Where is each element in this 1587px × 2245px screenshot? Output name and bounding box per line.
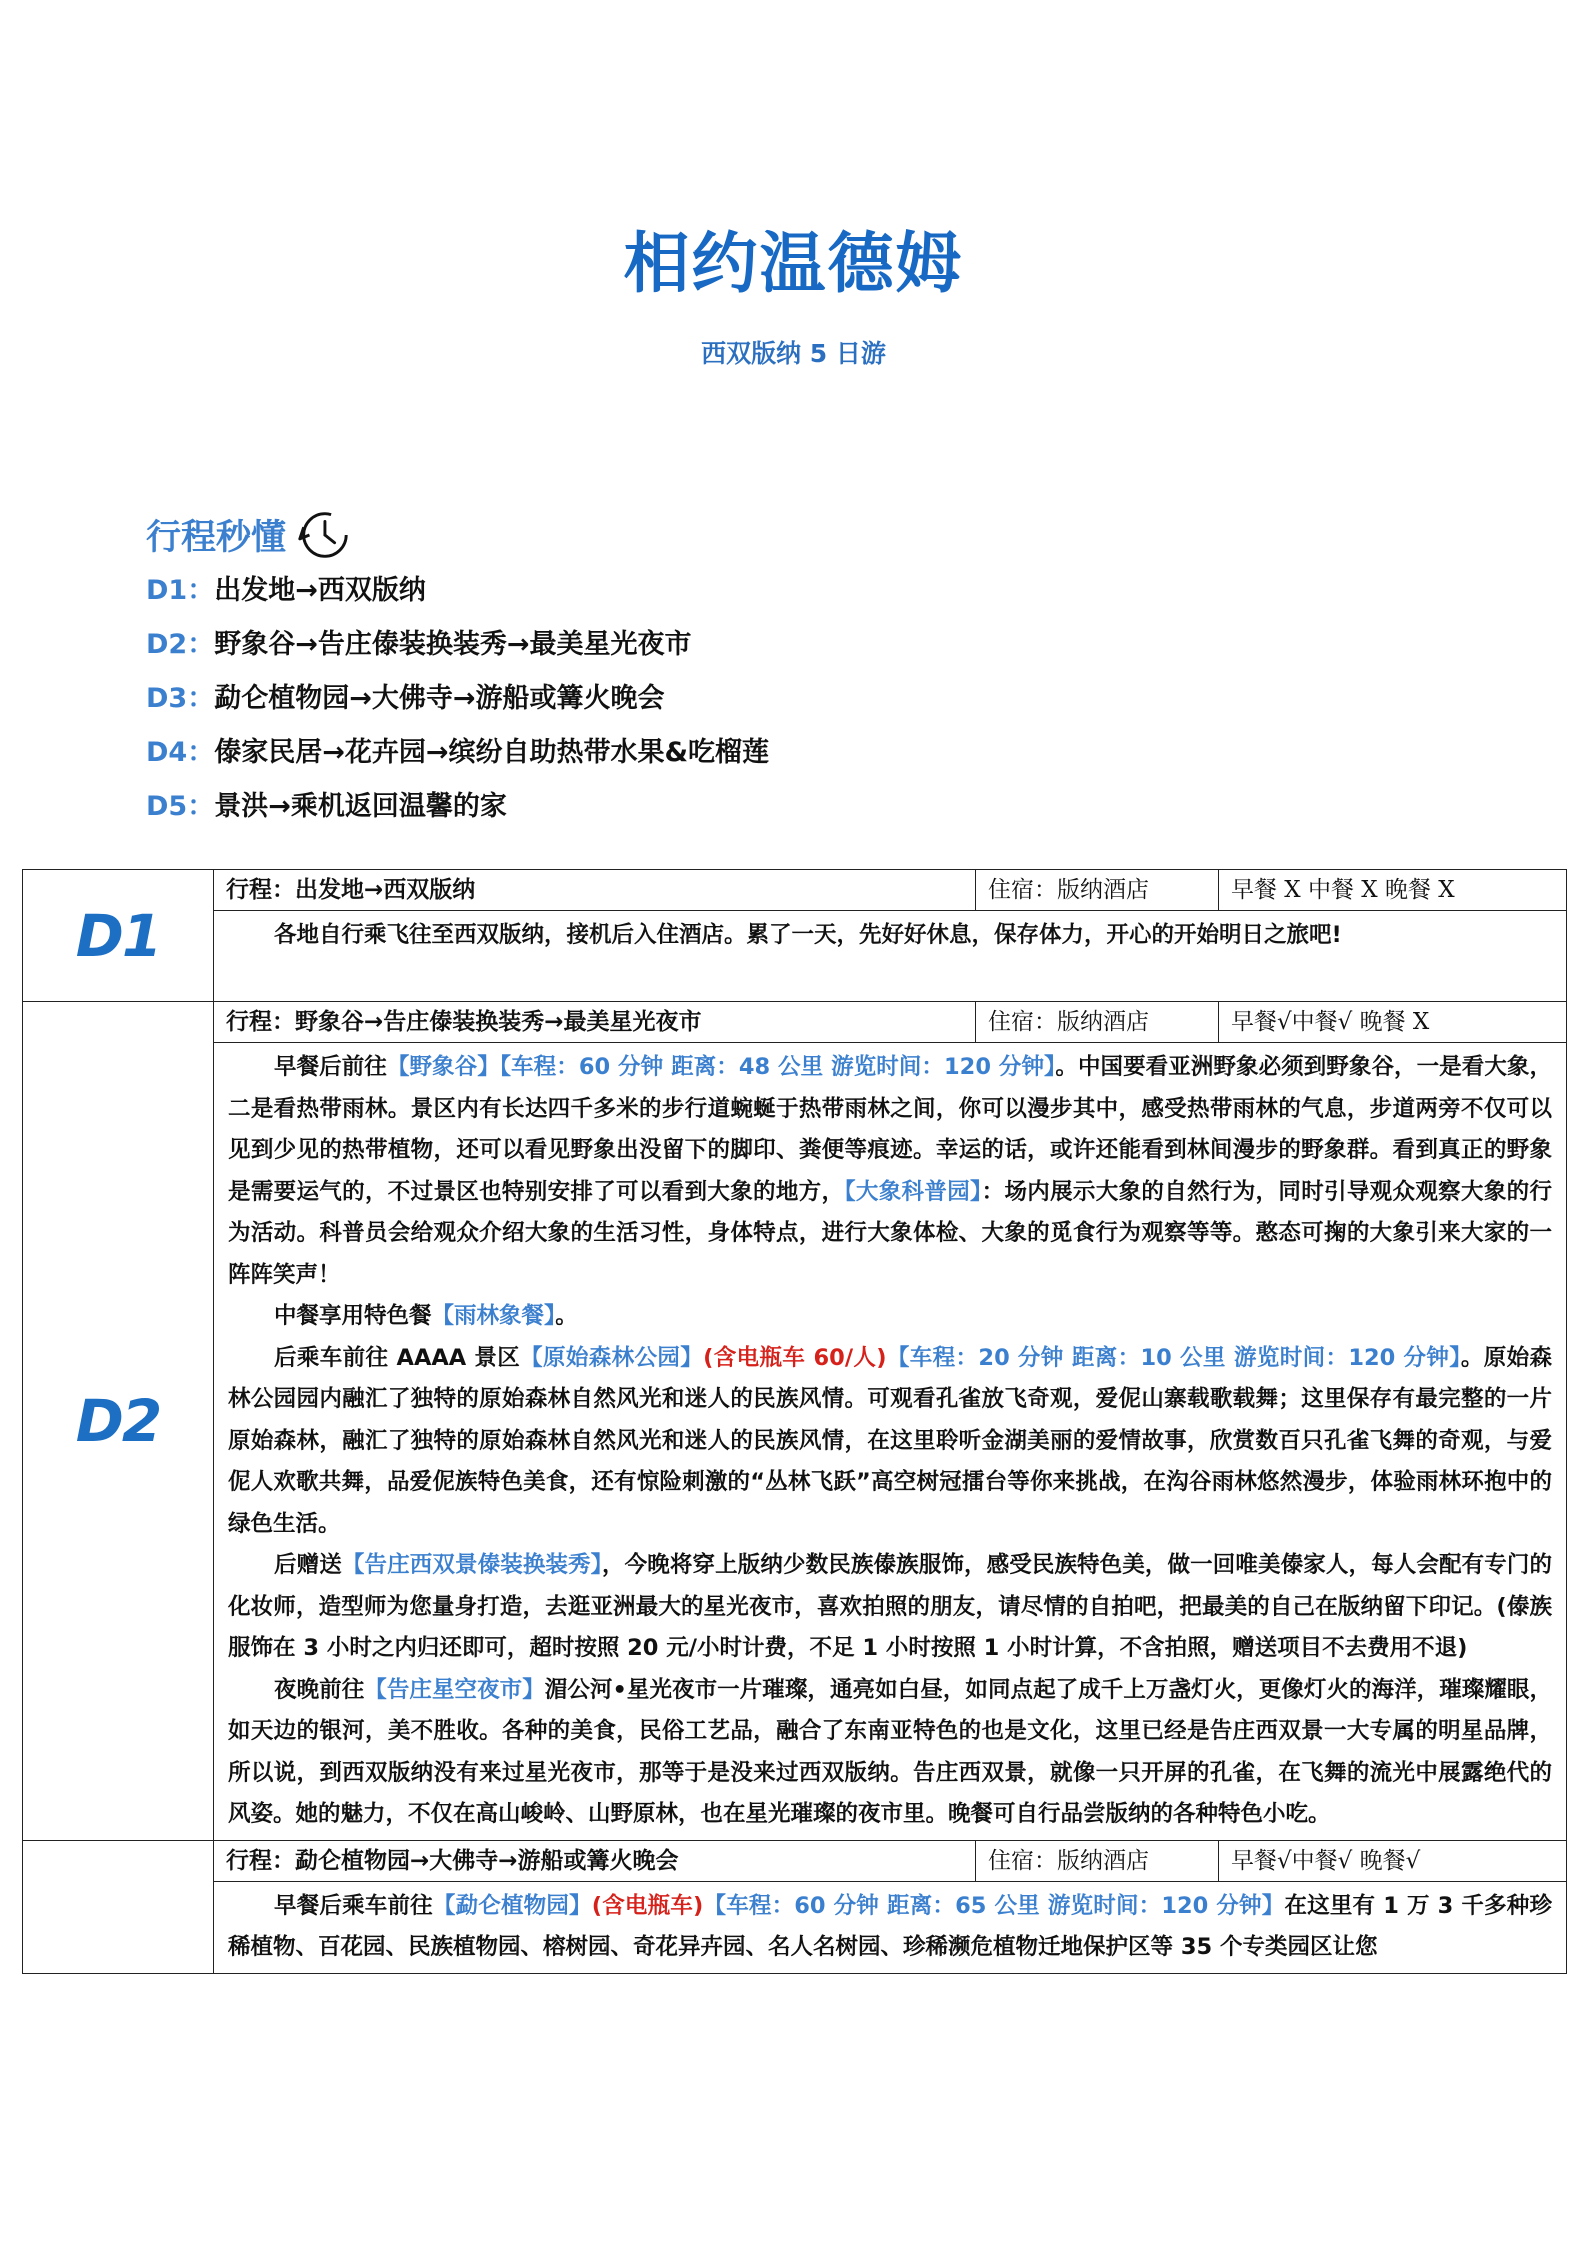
- itinerary-table: [22, 869, 1567, 1974]
- d2-description: [214, 1043, 1567, 1841]
- d3-desc-row: [23, 1881, 1567, 1973]
- d1-header-row: [23, 870, 1567, 911]
- d1-badge: D1: [75, 901, 161, 970]
- d2-badge: D2: [75, 1386, 161, 1455]
- d2-badge-cell: [23, 1002, 214, 1841]
- overview-day-1: D1：出发地→西双版纳: [146, 575, 426, 606]
- overview-heading: 行程秒懂: [146, 518, 287, 558]
- d3-header-row: [23, 1840, 1567, 1881]
- d1-description: 各地自行乘飞往至西双版纳，接机后入住酒店。累了一天，先好好休息，保存体力，开心的开始明日之旅吧!: [214, 911, 1567, 1002]
- d2-paragraph-wild-elephant-valley: 早餐后前往【野象谷】【车程：60 分钟 距离：48 公里 游览时间：120 分钟】。中国要看亚洲野象必须到野象谷，一是看大象，二是看热带雨林。景区内有长达四千多米的步行道蜿蜒于热带雨林之间，你可以漫步其中，感受热带雨林的气息，步道两旁不仅可以见到少见的热带植物，还可以看见野象出没留下的脚印、粪便等痕迹。幸运的话，或许还能看到林间漫步的野象群。看到真正的野象是需要运气的，不过景区也特别安排了可以看到大象的地方，【大象科普园】：场内展示大象的自然行为，同时引导观众观察大象的行为活动。科普员会给观众介绍大象的生活习性，身体特点，进行大象体检、大象的觅食行为观察等等。憨态可掬的大象引来大家的一阵阵笑声！: [228, 1054, 1552, 1288]
- d1-meals: 早餐 X 中餐 X 晚餐 X: [1219, 870, 1567, 911]
- d2-paragraph-costume-show: 后赠送【告庄西双景傣装换装秀】，今晚将穿上版纳少数民族傣族服饰，感受民族特色美，做一回唯美傣家人，每人会配有专门的化妆师，造型师为您量身打造，去逛亚洲最大的星光夜市，喜欢拍照的朋友，请尽情的自拍吧，把最美的自己在版纳留下印记。(傣族服饰在 3 小时之内归还即可，超时按照 20 元/小时计费，不足 1 小时按照 1 小时计算，不含拍照，赠送项目不去费用不退): [228, 1552, 1552, 1661]
- d1-hotel: 住宿：版纳酒店: [976, 870, 1219, 911]
- d3-description: [214, 1881, 1567, 1973]
- overview-day-2: D2：野象谷→告庄傣装换装秀→最美星光夜市: [146, 629, 692, 660]
- d2-paragraph-forest-park: 后乘车前往 AAAA 景区【原始森林公园】(含电瓶车 60/人)【车程：20 分钟 距离：10 公里 游览时间：120 分钟】。原始森林公园园内融汇了独特的原始森林自然风光和迷人的民族风情。可观看孔雀放飞奇观，爱伲山寨载歌载舞；这里保存有最完整的一片原始森林，融汇了独特的原始森林自然风光和迷人的民族风情，在这里聆听金湖美丽的爱情故事，欣赏数百只孔雀飞舞的奇观，与爱伲人欢歌共舞，品爱伲族特色美食，还有惊险刺激的“丛林飞跃”高空树冠擂台等你来挑战，在沟谷雨林悠然漫步，体验雨林环抱中的绿色生活。: [228, 1344, 1552, 1537]
- page-subtitle: 西双版纳 5 日游: [701, 339, 886, 368]
- d2-hotel: 住宿：版纳酒店: [976, 1002, 1219, 1043]
- d3-badge-cell: [23, 1840, 214, 1973]
- d1-route: 行程：出发地→西双版纳: [214, 870, 976, 911]
- d3-route: 行程：勐仑植物园→大佛寺→游船或篝火晚会: [214, 1840, 976, 1881]
- overview-day-5: D5：景洪→乘机返回温馨的家: [146, 791, 507, 822]
- d1-badge-cell: [23, 870, 214, 1002]
- d1-desc-row: [23, 911, 1567, 1002]
- d3-meals: 早餐√中餐√ 晚餐√: [1219, 1840, 1567, 1881]
- d2-paragraph-lunch: 中餐享用特色餐【雨林象餐】。: [274, 1303, 578, 1329]
- d2-meals: 早餐√中餐√ 晚餐 X: [1219, 1002, 1567, 1043]
- d2-header-row: [23, 1002, 1567, 1043]
- d2-route: 行程：野象谷→告庄傣装换装秀→最美星光夜市: [214, 1002, 976, 1043]
- clock-icon: [294, 506, 352, 564]
- overview-day-3: D3：勐仑植物园→大佛寺→游船或篝火晚会: [146, 683, 665, 714]
- d3-hotel: 住宿：版纳酒店: [976, 1840, 1219, 1881]
- d3-paragraph-botanical-garden: 早餐后乘车前往【勐仑植物园】(含电瓶车)【车程：60 分钟 距离：65 公里 游览时间：120 分钟】在这里有 1 万 3 千多种珍稀植物、百花园、民族植物园、榕树园、奇花异卉园、名人名树园、珍稀濒危植物迁地保护区等 35 个专类园区让您: [228, 1892, 1552, 1960]
- overview-header: [146, 506, 352, 564]
- day-overview-list: [146, 570, 769, 840]
- d2-desc-row: [23, 1043, 1567, 1841]
- page-title: 相约温德姆: [623, 225, 964, 302]
- overview-day-4: D4：傣家民居→花卉园→缤纷自助热带水果&吃榴莲: [146, 737, 769, 768]
- d2-paragraph-night-market: 夜晚前往【告庄星空夜市】湄公河•星光夜市一片璀璨，通亮如白昼，如同点起了成千上万盏灯火，更像灯火的海洋，璀璨耀眼，如天边的银河，美不胜收。各种的美食，民俗工艺品，融合了东南亚特色的也是文化，这里已经是告庄西双景一大专属的明星品牌，所以说，到西双版纳没有来过星光夜市，那等于是没来过西双版纳。告庄西双景，就像一只开屏的孔雀，在飞舞的流光中展露绝代的风姿。她的魅力，不仅在高山峻岭、山野原林，也在星光璀璨的夜市里。晚餐可自行品尝版纳的各种特色小吃。: [228, 1676, 1552, 1827]
